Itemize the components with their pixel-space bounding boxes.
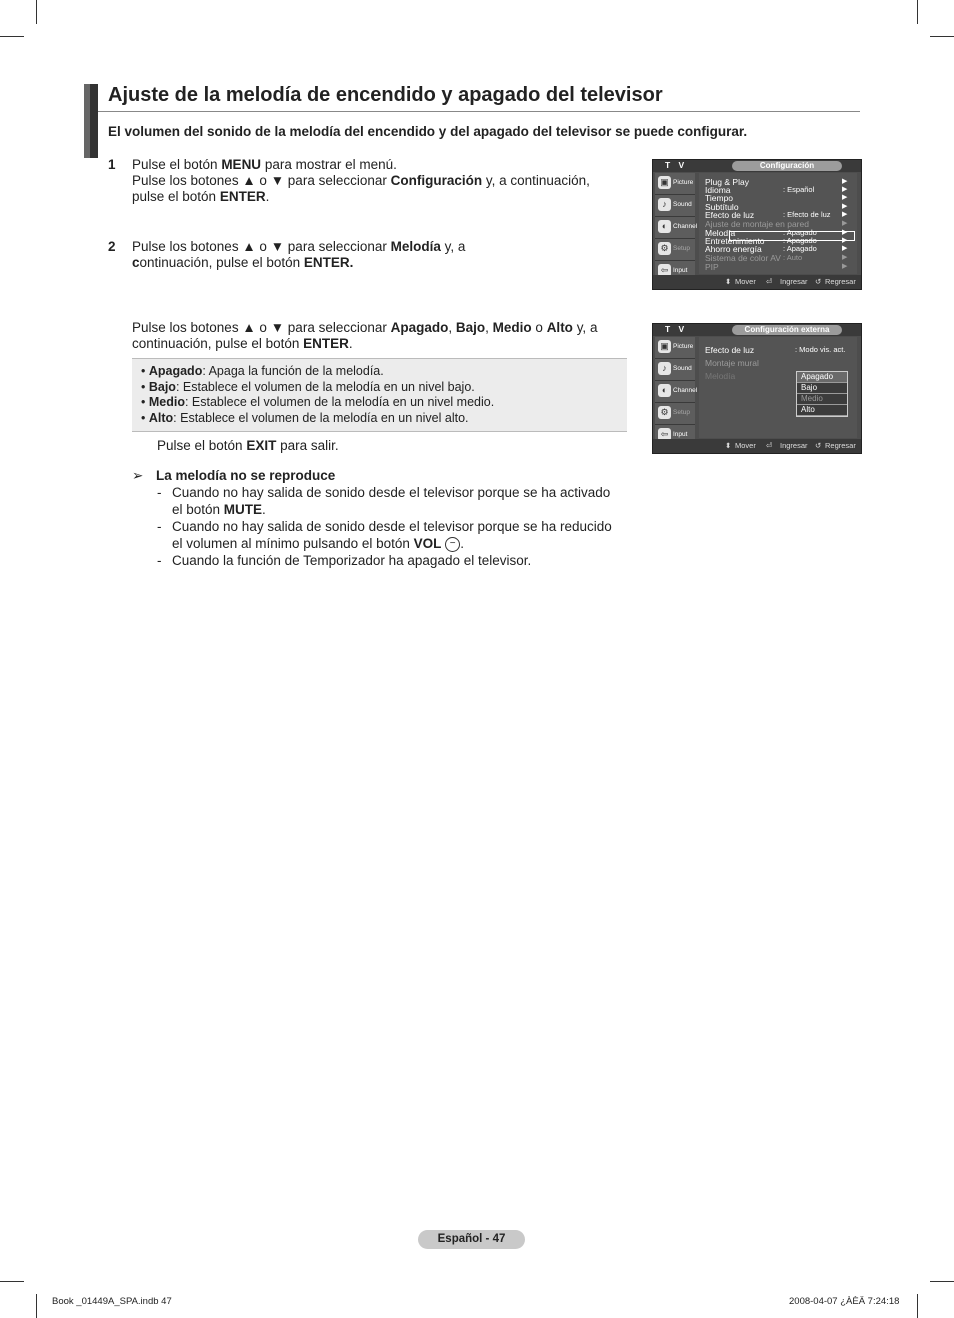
menu-item-label: Sistema de color AV xyxy=(705,253,781,263)
chevron-right-icon: ▶ xyxy=(842,178,848,185)
list-item xyxy=(141,364,627,380)
crop-mark xyxy=(0,36,24,37)
note-item xyxy=(132,484,632,518)
return-icon: ↺ xyxy=(815,441,822,450)
exit-key: EXIT xyxy=(246,438,277,453)
sidebar-label: Setup xyxy=(673,409,690,416)
sidebar-label: Channel xyxy=(673,223,698,230)
note-text: Cuando no hay salida de sonido desde el televisor porque se ha reducido xyxy=(172,519,612,534)
input-icon: ⇦ xyxy=(658,264,671,277)
list-item xyxy=(141,395,627,411)
step-key: ENTER xyxy=(303,336,349,351)
step-key: Apagado xyxy=(390,320,449,335)
tv-footer xyxy=(653,275,861,289)
step-3 xyxy=(108,320,628,354)
step-text: para mostrar el menú. xyxy=(261,157,397,172)
picture-icon: ▣ xyxy=(658,340,671,353)
selection-highlight xyxy=(729,231,855,241)
step-body xyxy=(132,239,465,271)
chevron-right-icon: ▶ xyxy=(842,237,848,244)
step-key: Melodía xyxy=(390,239,441,254)
sidebar-item-channel[interactable] xyxy=(655,217,698,239)
step-body xyxy=(132,157,590,205)
gear-icon: ⚙ xyxy=(658,242,671,255)
volume-down-icon: − xyxy=(445,537,460,552)
gear-icon: ⚙ xyxy=(658,406,671,419)
menu-item-value: : Apagado xyxy=(783,244,817,253)
input-icon: ⇦ xyxy=(658,428,671,441)
step-text: y, a continuación, xyxy=(482,173,590,188)
menu-item-value: : Auto xyxy=(783,253,803,262)
footer-move: Mover xyxy=(735,441,756,450)
step-text: y, a xyxy=(440,239,466,254)
crop-mark xyxy=(36,0,37,24)
sidebar-label: Input xyxy=(673,267,688,274)
sidebar-label: Picture xyxy=(673,343,694,350)
step-text: , xyxy=(485,320,493,335)
crop-mark xyxy=(917,1294,918,1318)
step-text: ontinuación, pulse el botón xyxy=(139,255,304,270)
move-icon: ⬍ xyxy=(725,441,732,450)
step-text: Pulse los botones ▲ o ▼ para seleccionar xyxy=(132,173,391,188)
enter-icon: ⏎ xyxy=(766,441,773,450)
chevron-right-icon: ▶ xyxy=(842,220,848,227)
sidebar-item-sound[interactable] xyxy=(655,195,695,217)
note-block xyxy=(132,467,632,569)
arrow-icon: ➢ xyxy=(132,468,144,483)
menu-item-label: Plug & Play xyxy=(705,177,749,187)
chevron-right-icon: ▶ xyxy=(842,245,848,252)
sidebar-label: Sound xyxy=(673,201,692,208)
step-text: Pulse el botón xyxy=(132,157,222,172)
step-text: Pulse los botones ▲ o ▼ para seleccionar xyxy=(132,320,391,335)
chevron-right-icon: ▶ xyxy=(842,203,848,210)
note-text: el botón xyxy=(172,502,224,517)
menu-header: Configuración xyxy=(732,161,842,171)
menu-header: Configuración externa xyxy=(732,325,842,335)
crop-mark xyxy=(917,0,918,24)
step-1 xyxy=(108,157,628,207)
step-key: Medio xyxy=(492,320,532,335)
crop-mark xyxy=(930,36,954,37)
sidebar-item-channel[interactable] xyxy=(655,381,698,403)
step-key: c xyxy=(132,255,140,270)
sidebar-item-setup[interactable] xyxy=(655,403,695,425)
sidebar-item-picture[interactable] xyxy=(655,173,695,195)
menu-content xyxy=(699,173,857,274)
crop-mark xyxy=(0,1281,24,1282)
chevron-right-icon: ▶ xyxy=(842,263,848,270)
tv-menu-configuracion xyxy=(652,159,862,290)
sound-icon: ♪ xyxy=(658,198,671,211)
step-text: , xyxy=(448,320,456,335)
dash: - xyxy=(157,485,162,500)
note-text: el volumen al mínimo pulsando el botón xyxy=(172,536,414,551)
step-2 xyxy=(108,239,628,273)
menu-item-label: PIP xyxy=(705,262,719,272)
menu-item-value: : Español xyxy=(783,185,815,194)
sidebar-label: Channel xyxy=(673,387,698,394)
option-desc: : Establece el volumen de la melodía en un nivel alto. xyxy=(173,411,469,426)
channel-icon: ◐ xyxy=(658,384,671,397)
sidebar-label: Sound xyxy=(673,365,692,372)
step-key: Bajo xyxy=(455,320,486,335)
chevron-right-icon: ▶ xyxy=(842,211,848,218)
options-box xyxy=(132,358,627,432)
exit-instruction xyxy=(157,438,339,453)
menu-item-label: Tiempo xyxy=(705,193,734,203)
dropdown-option-medio[interactable]: Medio xyxy=(797,394,847,405)
menu-item-label: Efecto de luz xyxy=(705,210,755,220)
chevron-right-icon: ▶ xyxy=(842,194,848,201)
note-title: La melodía no se reproduce xyxy=(156,468,336,483)
option-desc: : Establece el volumen de la melodía en un nivel medio. xyxy=(184,395,495,410)
tv-sidebar xyxy=(655,337,698,447)
step-number: 2 xyxy=(108,239,116,254)
footer-return: Regresar xyxy=(825,441,856,450)
menu-item-pip[interactable] xyxy=(705,262,848,272)
menu-item-value: : Modo vis. act. xyxy=(795,345,846,354)
step-text: pulse el botón xyxy=(132,189,220,204)
menu-item-label: Entretenimiento xyxy=(705,236,765,246)
melodia-dropdown[interactable] xyxy=(796,371,848,417)
option-name: Medio xyxy=(148,395,185,410)
note-item xyxy=(132,552,632,569)
step-number: 1 xyxy=(108,157,116,172)
note-text: Cuando no hay salida de sonido desde el televisor porque se ha activado xyxy=(172,485,611,500)
step-key: ENTER. xyxy=(303,255,354,270)
menu-item-value: : Efecto de luz xyxy=(783,210,831,219)
channel-icon: ◐ xyxy=(658,220,671,233)
footer-file-info: Book _01449A_SPA.indb 47 xyxy=(52,1296,172,1307)
tv-menu-configuracion-externa xyxy=(652,323,862,454)
step-body xyxy=(132,320,597,352)
option-name: Alto xyxy=(148,411,174,426)
menu-item-value: : Apagado xyxy=(783,236,817,245)
note-text: Cuando la función de Temporizador ha apagado el televisor. xyxy=(172,553,532,568)
footer-return: Regresar xyxy=(825,277,856,286)
list-item xyxy=(141,380,627,396)
page-number-badge: Español - 47 xyxy=(418,1230,525,1249)
step-key: ENTER xyxy=(219,189,266,204)
options-list xyxy=(132,359,627,427)
dropdown-option-alto[interactable]: Alto xyxy=(797,405,847,416)
menu-item-label: Subtítulo xyxy=(705,202,739,212)
step-text: . xyxy=(348,336,353,351)
note-text: . xyxy=(460,536,464,551)
option-name: Bajo xyxy=(148,379,176,394)
step-key: Alto xyxy=(546,320,573,335)
menu-item-efecto-luz[interactable] xyxy=(705,345,846,355)
picture-icon: ▣ xyxy=(658,176,671,189)
chevron-right-icon: ▶ xyxy=(842,186,848,193)
exit-text: Pulse el botón xyxy=(157,438,247,453)
footer-timestamp: 2008-04-07 ¿ÀÈÄ 7:24:18 xyxy=(789,1296,900,1307)
tv-label: T V xyxy=(665,160,688,170)
option-name: Apagado xyxy=(148,364,203,378)
menu-item-montaje-mural[interactable] xyxy=(705,358,759,368)
step-key: MENU xyxy=(221,157,262,172)
sidebar-item-setup[interactable] xyxy=(655,239,695,261)
menu-item-label: Efecto de luz xyxy=(705,345,755,355)
exit-text: para salir. xyxy=(276,438,339,453)
sound-icon: ♪ xyxy=(658,362,671,375)
menu-item-label: Ahorro energía xyxy=(705,244,762,254)
sidebar-label: Setup xyxy=(673,245,690,252)
menu-item-label: Ajuste de montaje en pared xyxy=(705,219,809,229)
footer-enter: Ingresar xyxy=(780,277,808,286)
menu-item-melodia[interactable] xyxy=(705,371,735,381)
list-item xyxy=(141,411,627,427)
note-text: . xyxy=(262,502,266,517)
step-text: Pulse los botones ▲ o ▼ para seleccionar xyxy=(132,239,391,254)
menu-item-label: Montaje mural xyxy=(705,358,759,368)
move-icon: ⬍ xyxy=(725,277,732,286)
note-item xyxy=(132,518,632,552)
dropdown-option-apagado[interactable]: Apagado xyxy=(797,372,847,383)
step-key: Configuración xyxy=(390,173,483,188)
sidebar-label: Picture xyxy=(673,179,694,186)
option-desc: : Apaga la función de la melodía. xyxy=(202,364,384,378)
step-text: continuación, pulse el botón xyxy=(132,336,304,351)
footer-enter: Ingresar xyxy=(780,441,808,450)
menu-item-label: Melodía xyxy=(705,371,736,381)
page-title: Ajuste de la melodía de encendido y apagado del televisor xyxy=(108,84,663,106)
note-key: VOL xyxy=(413,536,442,551)
title-rule xyxy=(98,111,860,112)
crop-mark xyxy=(930,1281,954,1282)
step-text: . xyxy=(265,189,270,204)
tv-footer xyxy=(653,439,861,453)
dash: - xyxy=(157,553,162,568)
enter-icon: ⏎ xyxy=(766,277,773,286)
chevron-right-icon: ▶ xyxy=(842,229,848,236)
crop-mark xyxy=(36,1294,37,1318)
dropdown-option-bajo[interactable]: Bajo xyxy=(797,383,847,394)
note-key: MUTE xyxy=(223,502,263,517)
option-desc: : Establece el volumen de la melodía en un nivel bajo. xyxy=(175,379,475,394)
menu-item-value: : Apagado xyxy=(783,228,817,237)
chevron-right-icon: ▶ xyxy=(842,254,848,261)
tv-sidebar xyxy=(655,173,698,283)
sidebar-label: Input xyxy=(673,431,688,438)
menu-item-label: Idioma xyxy=(705,185,731,195)
sidebar-item-sound[interactable] xyxy=(655,359,695,381)
footer-move: Mover xyxy=(735,277,756,286)
step-text: y, a xyxy=(572,320,598,335)
step-text: o xyxy=(531,320,547,335)
dash: - xyxy=(157,519,162,534)
tv-label: T V xyxy=(665,324,688,334)
title-accent-bar-inner xyxy=(90,84,98,158)
return-icon: ↺ xyxy=(815,277,822,286)
intro-text: El volumen del sonido de la melodía del encendido y del apagado del televisor se puede configurar. xyxy=(108,124,748,139)
menu-item-label: Melodía xyxy=(705,228,736,238)
sidebar-item-picture[interactable] xyxy=(655,337,695,359)
